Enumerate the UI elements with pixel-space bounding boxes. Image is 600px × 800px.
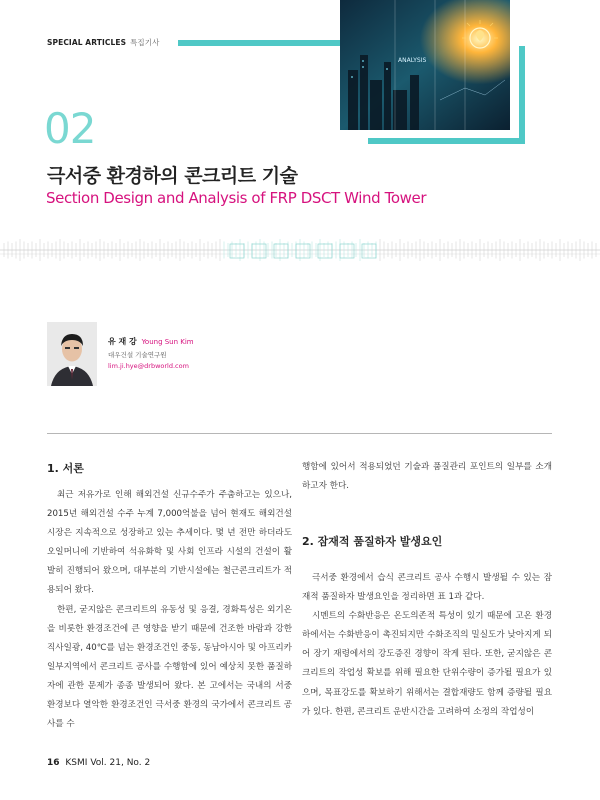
body-column-right-top xyxy=(302,458,552,496)
page-footer xyxy=(47,758,150,768)
author-name-ko: 유 재 강 xyxy=(108,337,137,346)
article-title-ko: 극서중 환경하의 콘크리트 기술 xyxy=(47,165,298,187)
body-paragraph: 극서중 환경에서 습식 콘크리트 공사 수행시 발생될 수 있는 잠재적 품질하자 발생요인을 정리하면 표 1과 같다. xyxy=(302,573,552,603)
header-image xyxy=(340,0,510,130)
body-column-left xyxy=(47,486,292,734)
author-email[interactable]: lim.ji.hye@drbworld.com xyxy=(108,362,189,370)
journal-volume: Vol. 21, No. 2 xyxy=(90,758,151,768)
body-paragraph: 시멘트의 수화반응은 온도의존적 특성이 있기 때문에 고온 환경하에서는 수화반응이 촉진되지만 수화조직의 밀실도가 낮아지게 되어 장기 재령에서의 강도증진 경향이 작게 된다. 또한, 굳지않은 콘크리트의 작업성 확보를 위해 필요한 단위수량이 증가될 필요가 있으며, 목표강도를 확보하기 위해서는 결합재량도 함께 증량될 필요가 있다. 한편, 콘크리트 운반시간을 고려하여 소정의 작업성이 xyxy=(302,611,552,717)
author-name xyxy=(108,336,194,347)
journal-name: KSMI xyxy=(65,758,88,768)
body-paragraph: 한편, 굳지않은 콘크리트의 유동성 및 응결, 경화특성은 외기온을 비롯한 환경조건에 큰 영향을 받기 때문에 건조한 바람과 강한 직사일광, 40℃를 넘는 환경조건인 중동, 동남아시아 및 아프리카 일부지역에서 콘크리트 공사를 수행함에 있어 예상치 못한 품질하자에 관한 문제가 종종 발생되어 왔다. 본 고에서는 국내의 서중 환경보다 열악한 환경조건인 극서중 환경의 국가에서 콘크리트 공사를 수 xyxy=(47,604,292,730)
author-photo xyxy=(47,322,97,386)
article-number: 02 xyxy=(44,104,96,153)
section-2-heading: 2. 잠재적 품질하자 발생요인 xyxy=(302,535,443,548)
body-column-right xyxy=(302,569,552,722)
image-frame-horizontal xyxy=(368,138,525,144)
body-paragraph-continuation: 행함에 있어서 적용되었던 기술과 품질관리 포인트의 일부를 소개하고자 한다. xyxy=(302,462,552,492)
author-affiliation: 대우건설 기술연구원 xyxy=(108,351,167,359)
section-label-ko: 특집기사 xyxy=(130,38,160,47)
page-number: 16 xyxy=(47,758,60,768)
decorative-pattern xyxy=(0,226,600,278)
section-label-en: SPECIAL ARTICLES xyxy=(47,38,127,47)
author-name-en: Young Sun Kim xyxy=(141,338,194,346)
section-1-heading: 1. 서론 xyxy=(47,462,84,475)
body-paragraph: 최근 저유가로 인해 해외건설 신규수주가 주춤하고는 있으나, 2015년 해외건설 수주 누계 7,000억불을 넘어 현재도 해외건설 시장은 지속적으로 성장하고 있는 추세이다. 몇 년 전만 하더라도 오일머니에 기반하여 석유화학 및 사회 인프라 시설의 건설이 활발히 진행되어 왔으며, 대부분의 기반시설에는 철근콘크리트가 적용되어 왔다. xyxy=(47,490,292,596)
article-title-en: Section Design and Analysis of FRP DSCT Wind Tower xyxy=(46,189,427,207)
image-frame-vertical xyxy=(519,46,525,144)
header-image-caption: ANALYSIS xyxy=(398,57,427,64)
section-label xyxy=(47,37,159,48)
section-divider xyxy=(47,433,552,434)
